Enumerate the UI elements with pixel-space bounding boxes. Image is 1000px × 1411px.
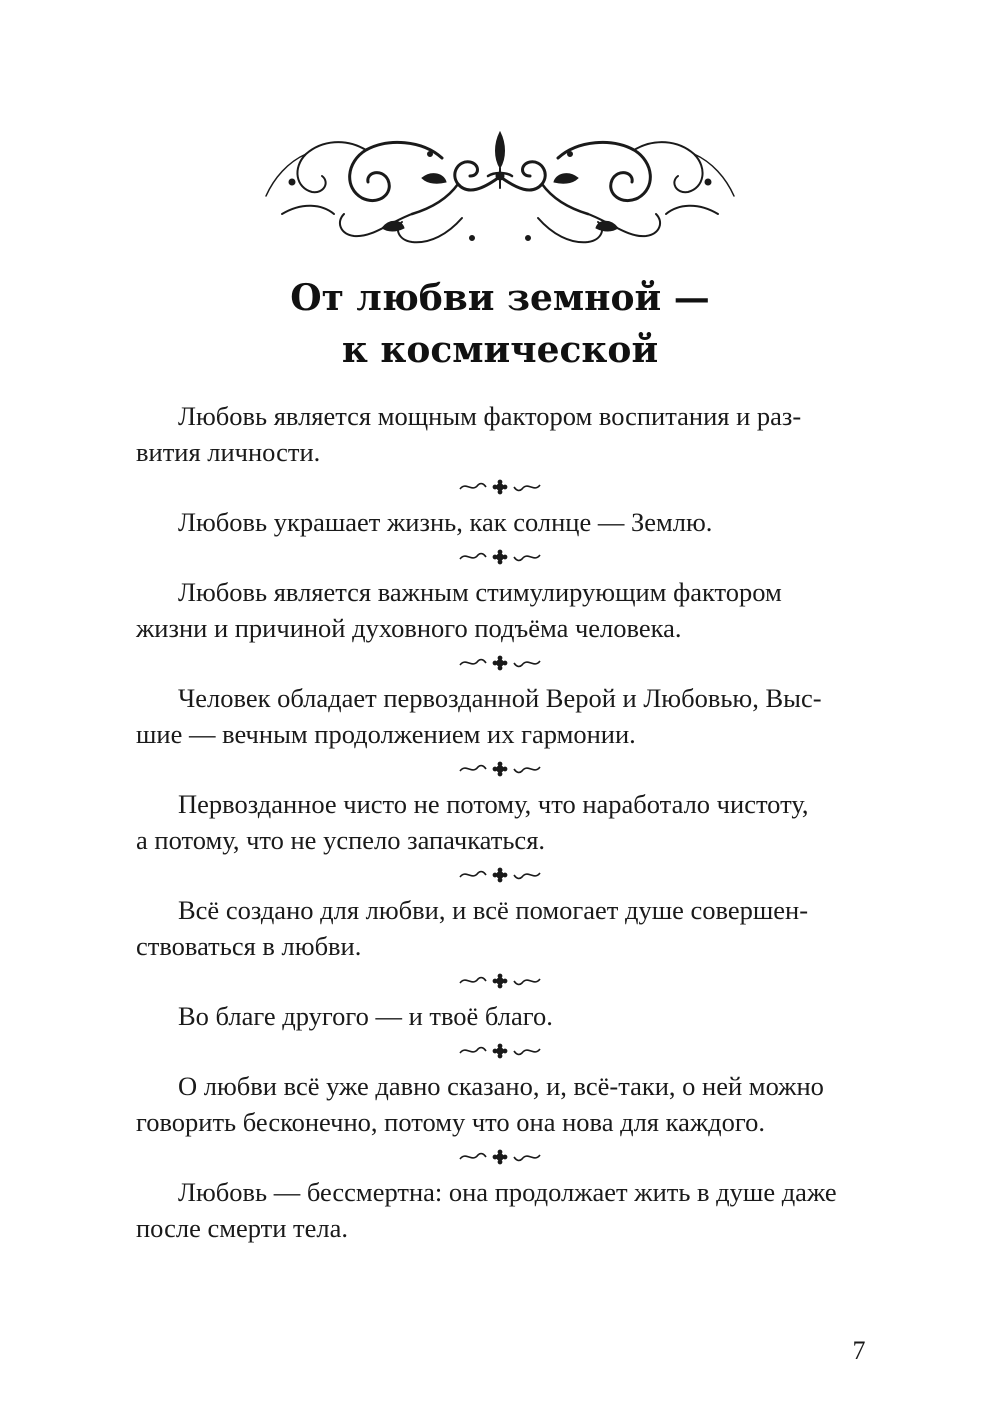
paragraph-line: шие — вечным продолжением их гармонии. [136, 719, 636, 749]
flourish-separator-icon [136, 1034, 864, 1068]
paragraph-line: жизни и причиной духовного подъёма человека. [136, 613, 682, 643]
paragraph-line: Любовь является важным стимулирующим фактором [178, 577, 782, 607]
paragraph-line: ствоваться в любви. [136, 931, 362, 961]
paragraph-line: Первозданное чисто не потому, что наработало чистоту, [178, 789, 809, 819]
paragraph-line: после смерти тела. [136, 1213, 348, 1243]
flourish-separator-icon [136, 858, 864, 892]
paragraph [136, 398, 864, 470]
paragraph-line: Любовь — бессмертна: она продолжает жить в душе даже [178, 1177, 837, 1207]
paragraph-line: О любви всё уже давно сказано, и, всё-таки, о ней можно [178, 1071, 824, 1101]
paragraph-line: вития личности. [136, 437, 321, 467]
flourish-separator-icon [136, 964, 864, 998]
paragraph-line: Всё создано для любви, и всё помогает душе совершен- [178, 895, 809, 925]
flourish-separator-icon [136, 470, 864, 504]
title-line-2: к космической [341, 329, 659, 371]
page-number: 7 [852, 1336, 866, 1365]
flourish-separator-icon [136, 1140, 864, 1174]
paragraph [136, 504, 864, 540]
paragraph [136, 680, 864, 752]
paragraph-line: Любовь украшает жизнь, как солнце — Землю. [178, 507, 713, 537]
flourish-separator-icon [136, 540, 864, 574]
flourish-separator-icon [136, 752, 864, 786]
paragraph-line: Человек обладает первозданной Верой и Любовью, Выс- [178, 683, 822, 713]
flourish-separator-icon [136, 646, 864, 680]
paragraph [136, 998, 864, 1034]
paragraph [136, 892, 864, 964]
paragraph-line: Любовь является мощным фактором воспитания и раз- [178, 401, 802, 431]
paragraph [136, 786, 864, 858]
page-title [0, 272, 1000, 376]
paragraph [136, 1068, 864, 1140]
paragraph-line: Во благе другого — и твоё благо. [178, 1001, 553, 1031]
title-line-1: От любви земной — [290, 277, 710, 319]
paragraph-line: а потому, что не успело запачкаться. [136, 825, 546, 855]
paragraph [136, 574, 864, 646]
header-ornament-icon [262, 118, 738, 258]
paragraph [136, 1174, 864, 1246]
body-text [136, 398, 864, 1246]
paragraph-line: говорить бесконечно, потому что она нова для каждого. [136, 1107, 765, 1137]
